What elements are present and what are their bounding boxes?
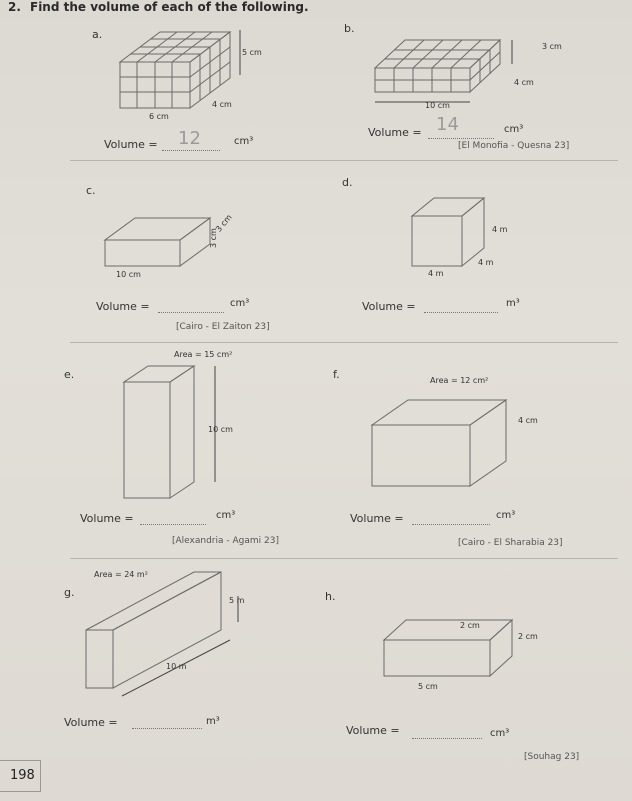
shape-g-prism	[86, 572, 238, 696]
item-h-answer-line[interactable]	[412, 738, 482, 739]
item-e-volume-label: Volume =	[80, 512, 134, 525]
item-c-volume-label: Volume =	[96, 300, 150, 313]
shape-h-cuboid	[384, 620, 512, 676]
item-a-dim-height: 5 cm	[242, 48, 262, 57]
item-b-volume-label: Volume =	[368, 126, 422, 139]
item-d-dim-depth: 4 m	[492, 225, 508, 234]
item-f-letter: f.	[333, 368, 340, 381]
item-e-unit: cm³	[216, 510, 236, 521]
item-h-unit: cm³	[490, 728, 510, 739]
item-g-area: Area = 24 m²	[94, 570, 148, 579]
page-number: 198	[10, 768, 35, 783]
divider-1	[70, 160, 618, 161]
item-h-source: [Souhag 23]	[524, 752, 580, 762]
item-b-unit: cm³	[504, 124, 524, 135]
item-a-dim-width: 4 cm	[212, 100, 232, 109]
item-b-dim-width: 4 cm	[514, 78, 534, 87]
item-g-volume-label: Volume =	[64, 716, 118, 729]
item-c-dim-height: 3 cm	[209, 228, 218, 248]
item-d-letter: d.	[342, 176, 353, 189]
item-b-dim-length: 10 cm	[425, 101, 450, 110]
item-a-unit: cm³	[234, 136, 254, 147]
item-a-letter: a.	[92, 28, 103, 41]
item-c-letter: c.	[86, 184, 96, 197]
item-f-unit: cm³	[496, 510, 516, 521]
item-g-dim-height: 5 m	[229, 596, 245, 605]
divider-2	[70, 342, 618, 343]
item-b-answer: 14	[436, 114, 459, 135]
shape-e-prism	[124, 366, 215, 498]
shape-c-cuboid	[105, 218, 210, 266]
item-c-unit: cm³	[230, 298, 250, 309]
item-e-area: Area = 15 cm²	[174, 350, 233, 359]
item-g-unit: m³	[206, 716, 220, 727]
shape-a-unit-cubes	[120, 30, 240, 108]
item-d-dim-length: 4 m	[428, 269, 444, 278]
item-d-answer-line[interactable]	[424, 312, 498, 313]
item-c-source: [Cairo - El Zaiton 23]	[176, 322, 270, 332]
divider-3	[70, 558, 618, 559]
item-h-dim-length: 5 cm	[418, 682, 438, 691]
shape-b-unit-cubes	[375, 40, 512, 102]
item-h-volume-label: Volume =	[346, 724, 400, 737]
item-d-unit: m³	[506, 298, 520, 309]
item-b-dim-height: 3 cm	[542, 42, 562, 51]
item-h-dim-depth: 2 cm	[460, 621, 480, 630]
item-a-answer-line[interactable]	[162, 150, 220, 151]
item-g-letter: g.	[64, 586, 75, 599]
item-h-letter: h.	[325, 590, 336, 603]
item-f-answer-line[interactable]	[412, 524, 490, 525]
item-e-answer-line[interactable]	[140, 524, 206, 525]
item-b-source: [El Monofia - Quesna 23]	[458, 141, 570, 151]
item-a-dim-length: 6 cm	[149, 112, 169, 121]
question-text: Find the volume of each of the following.	[30, 0, 309, 14]
item-a-volume-label: Volume =	[104, 138, 158, 151]
item-d-volume-label: Volume =	[362, 300, 416, 313]
item-c-answer-line[interactable]	[158, 312, 224, 313]
item-e-source: [Alexandria - Agami 23]	[172, 536, 279, 546]
item-f-dim-depth: 4 cm	[518, 416, 538, 425]
item-b-answer-line[interactable]	[428, 138, 494, 139]
item-d-dim-height: 4 m	[478, 258, 494, 267]
item-f-source: [Cairo - El Sharabia 23]	[458, 538, 563, 548]
item-c-dim-length: 10 cm	[116, 270, 141, 279]
question-number: 2.	[8, 0, 21, 14]
item-e-dim-height: 10 cm	[208, 425, 233, 434]
item-g-answer-line[interactable]	[132, 728, 202, 729]
item-f-area: Area = 12 cm²	[430, 376, 489, 385]
item-h-dim-height: 2 cm	[518, 632, 538, 641]
item-c-dim-width: 3 cm	[214, 212, 234, 234]
item-e-letter: e.	[64, 368, 75, 381]
item-b-letter: b.	[344, 22, 355, 35]
item-a-answer: 12	[178, 128, 201, 149]
shape-d-cube	[412, 198, 484, 266]
item-g-dim-length: 10 m	[166, 662, 187, 671]
item-f-volume-label: Volume =	[350, 512, 404, 525]
shape-f-prism	[372, 400, 506, 486]
